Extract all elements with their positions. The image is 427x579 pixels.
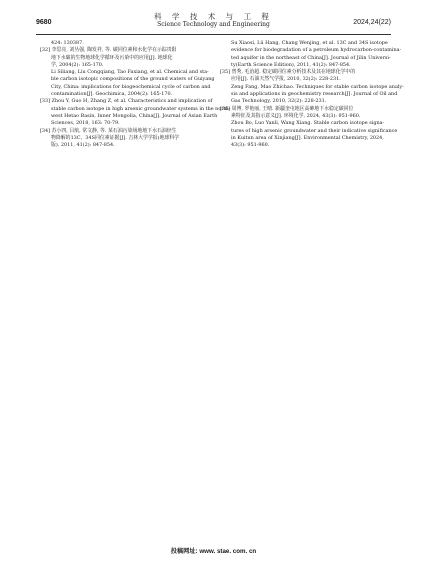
submission-url: 投稿网址: www. stae. com. cn — [170, 548, 257, 555]
reference-line: Sciences, 2018, 163: 70-79. — [51, 120, 120, 127]
reference-line: [32] 李思亮, 刘丛强, 陶发祥, 等. 碳同位素和水化学在示踪贵阳 — [40, 47, 177, 54]
reference-line: 地下水碳的生物地球化学循环及污染中的应用[J]. 地球化 — [51, 54, 173, 61]
reference-line: 素特征及其指示意义[J]. 环境化学, 2024, 43(3): 951-960. — [231, 112, 361, 119]
reference-line: [36] 周博, 罗艳丽, 王晴. 新疆奎屯地区高砷地下水稳定碳同位 — [220, 105, 354, 112]
reference-line: Zeng Fang, Mao Zhichao. Techniques for stable carbon isotope analy- — [231, 83, 404, 90]
reference-line: stable carbon isotope in high arsenic groundwater systems in the north- — [51, 105, 231, 112]
journal-title-en: Science Technology and Engineering — [157, 21, 270, 28]
reference-line: 版), 2011, 41(2): 847-854. — [51, 142, 115, 149]
reference-line: contamination[J]. Geochimica, 2004(2): 165-170. — [51, 91, 173, 98]
reference-line: in Kuitun area of Xinjiang[J]. Environmental Chemistry, 2024, — [231, 134, 384, 141]
reference-line: ty(Earth Science Edition), 2011, 41(2): 847-854. — [231, 61, 351, 68]
reference-line: Li Siliang, Liu Congqiang, Tao Faxiang, et al. Chemical and sta- — [51, 69, 209, 76]
reference-line: Su Xiaosi, Lü Hang, Chang Wenjing, et al. 13C and 34S isotope — [231, 40, 388, 46]
reference-entry — [220, 40, 402, 69]
reference-line: tures of high arsenic groundwater and their indicative significance — [231, 127, 398, 134]
reference-line: ble carbon isotopic compositions of the ground waters of Guiyang — [51, 76, 215, 83]
reference-line: City, China: implications for biogeochemical cycle of carbon and — [51, 83, 211, 90]
reference-line: 物降解的13C、34S同位素证据[J]. 吉林大学学报(地球科学 — [51, 134, 180, 141]
reference-line: 43(3): 951-960. — [231, 142, 270, 149]
reference-line: [35] 曾秀, 毛治超. 稳定碳同位素分析技术及其在地球化学中的 — [220, 69, 356, 76]
reference-line: Zhou Bo, Luo Yanli, Wang Xiang. Stable carbon isotope signa- — [231, 120, 385, 127]
reference-line: [33] Zhou Y, Guo H, Zhang Z, et al. Characteristics and implication of — [40, 98, 213, 105]
reference-line: evidence for biodegradation of a petroleum hydrocarbon-contamina- — [231, 47, 402, 54]
reference-line: 学, 2004(2): 165-170. — [51, 61, 104, 68]
reference-line: west Hetao Basin, Inner Mongolia, China[J]. Journal of Asian Earth — [51, 112, 218, 119]
reference-entry — [40, 128, 206, 150]
reference-line: Gas Technology, 2010, 32(2): 228-231. — [231, 98, 327, 105]
reference-line: [34] 苏小四, 吕航, 常文静, 等. 某石油污染场地地下水石油烃生 — [40, 127, 177, 134]
references-left-column — [40, 40, 231, 149]
volume-issue: 2024,24(22) — [353, 19, 391, 26]
reference-entry — [220, 105, 398, 150]
reference-line: 424: 130387. — [51, 40, 84, 46]
page-number: 9680 — [36, 19, 52, 26]
reference-entry — [220, 69, 404, 105]
references-right-column — [220, 40, 404, 149]
running-header — [36, 8, 391, 35]
journal-title-cn: 科 学 技 术 与 工 程 — [154, 12, 273, 21]
reference-entry — [40, 98, 231, 127]
reference-line: 应用[J]. 石油天然气学报, 2010, 32(2): 228-231. — [231, 76, 341, 83]
reference-line: ted aquifer in the northeast of China[J]. Journal of Jilin Universi- — [231, 54, 391, 61]
reference-line: sis and applications in geochemistry research[J]. Journal of Oil and — [231, 91, 398, 98]
reference-entry — [40, 47, 215, 98]
